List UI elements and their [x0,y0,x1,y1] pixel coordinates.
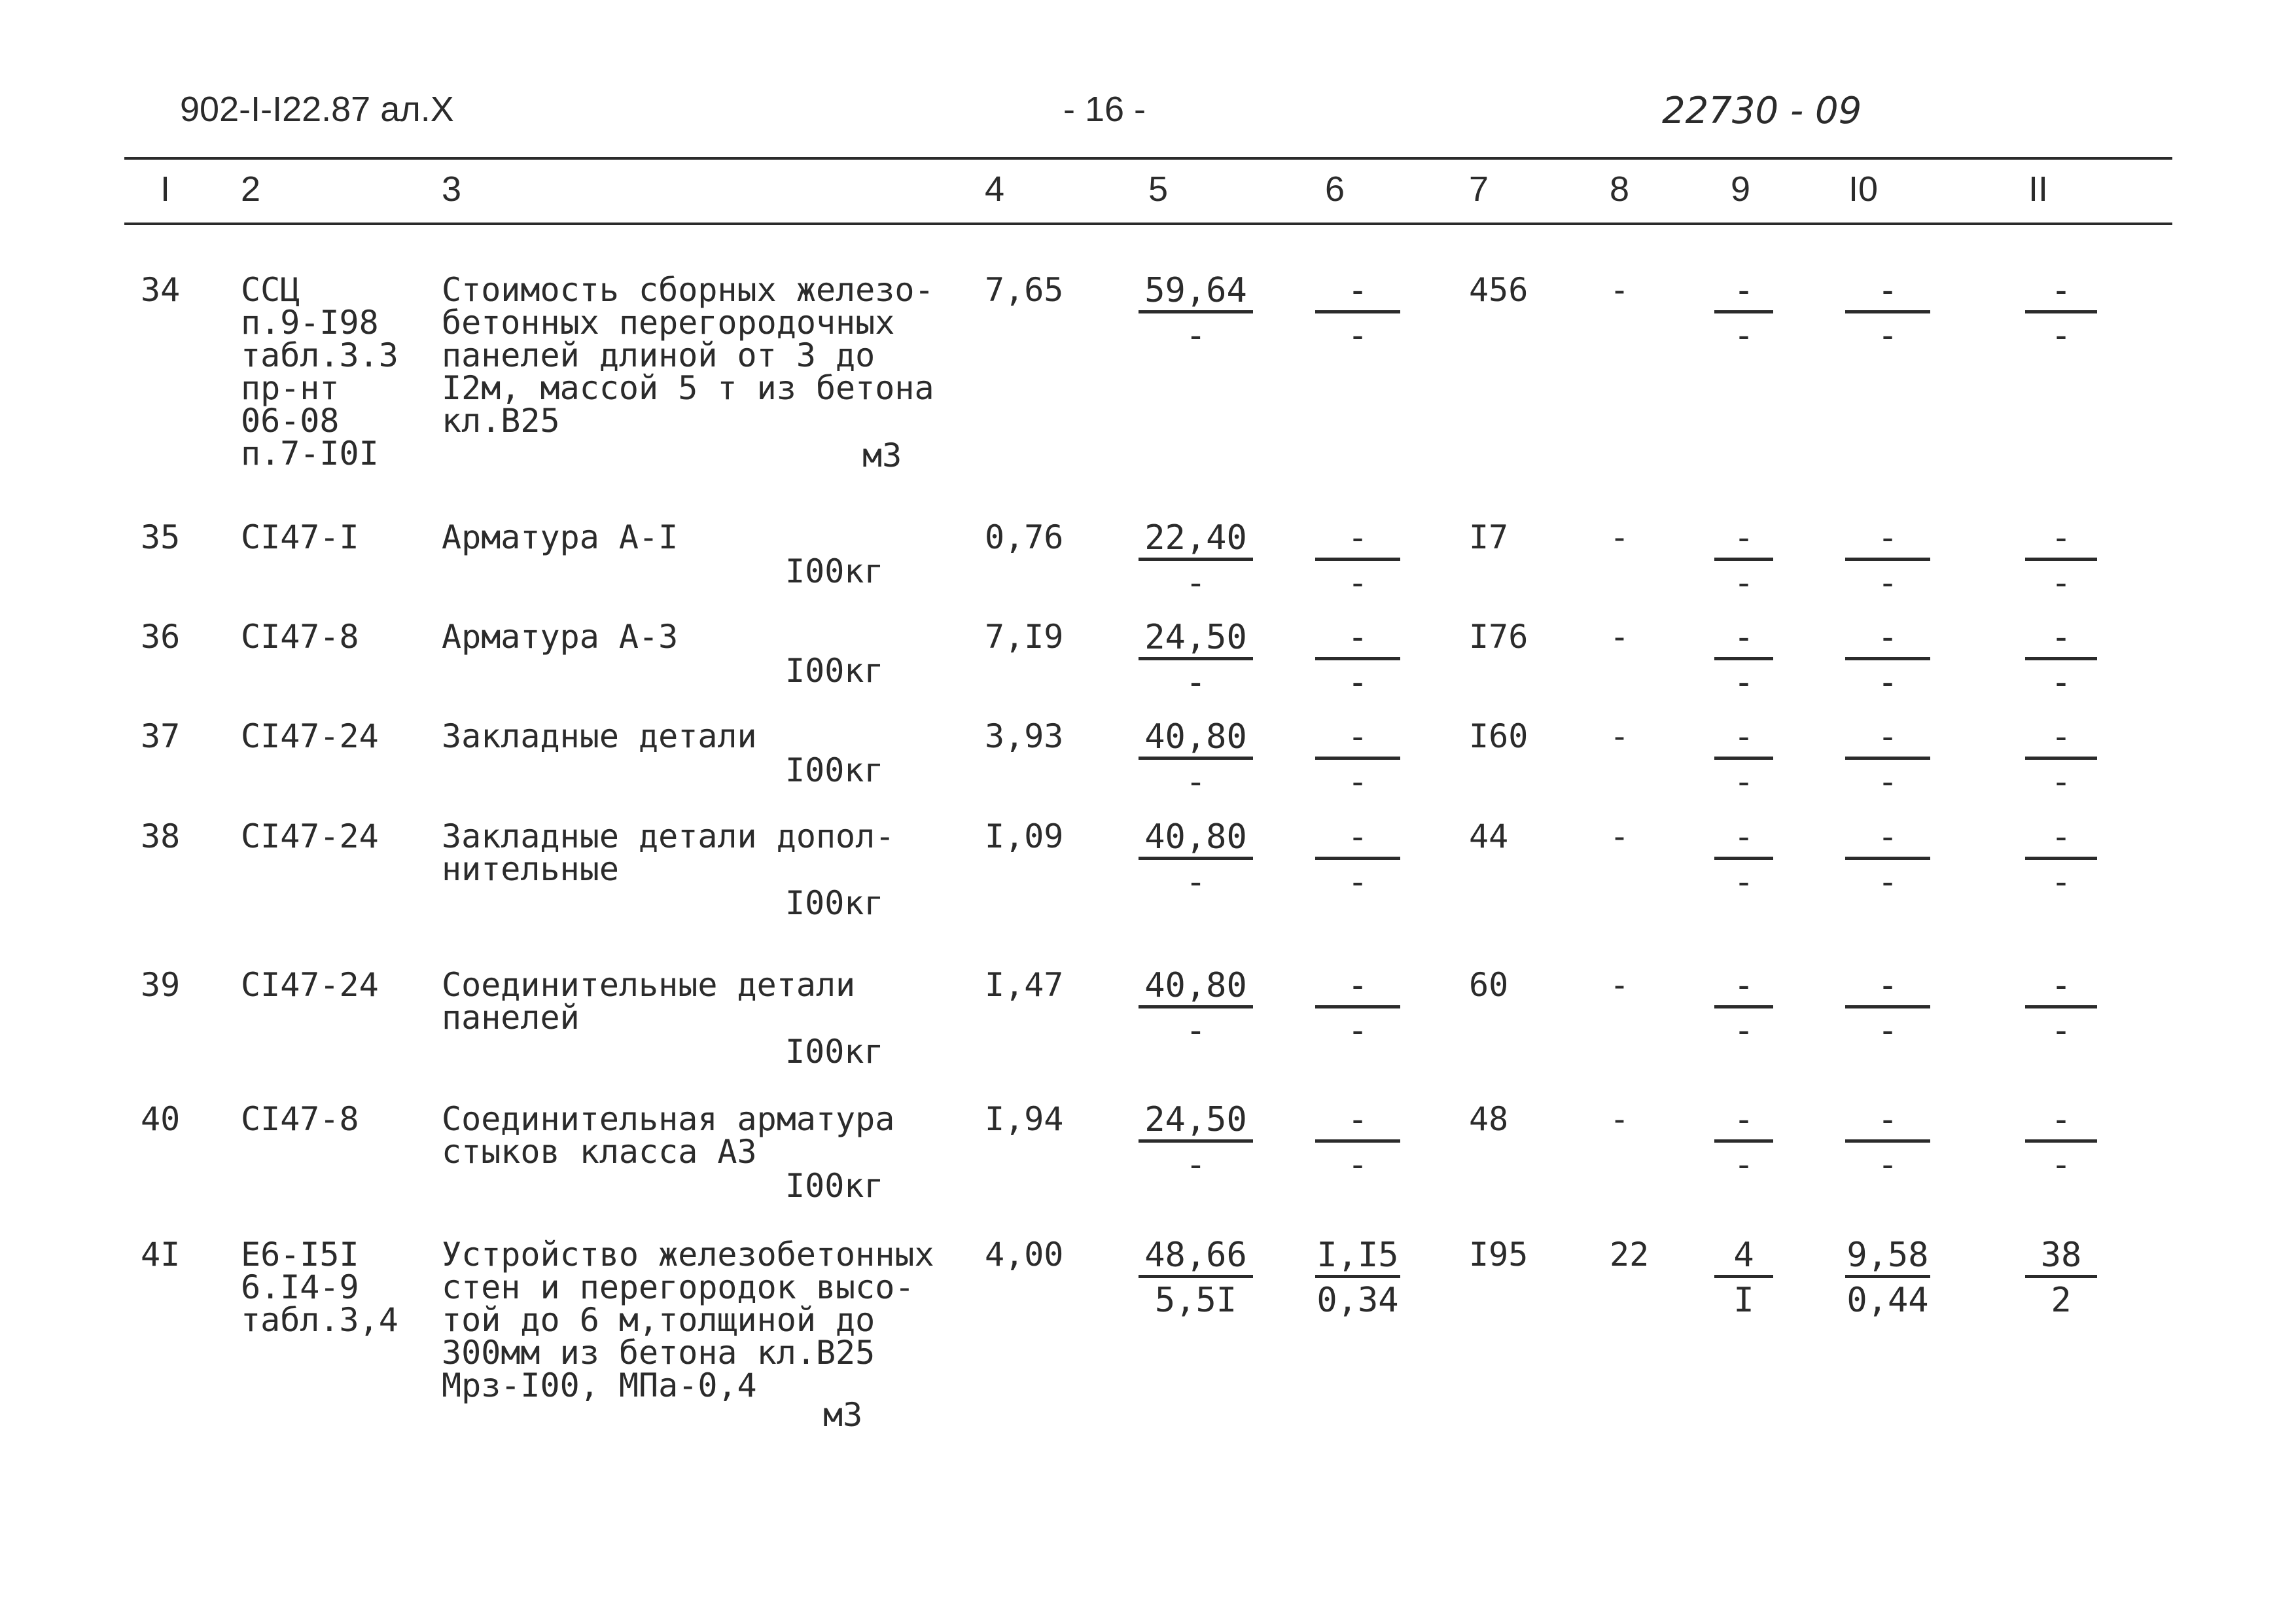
fraction-cell-c5 [1139,1100,1253,1185]
fraction-cell-c11 [2025,1236,2097,1320]
fraction-numerator: 4 [1714,1238,1773,1278]
fraction-denominator: - [1733,1145,1754,1185]
fraction-cell-c11 [2025,620,2097,700]
fraction-denominator: - [1185,1145,1207,1185]
work-description [442,817,952,888]
fraction-denominator: - [1185,762,1207,802]
norm-code-line: ССЦ [241,271,300,309]
fraction-cell-c6 [1315,966,1400,1050]
norm-code-line: п.9-I98 [241,304,379,342]
norm-code-line: CI47-8 [241,1100,359,1138]
fraction-denominator: - [1185,316,1207,355]
fraction-numerator: 40,80 [1139,969,1253,1008]
column-8-value: - [1610,271,1630,309]
fraction-denominator: - [1347,563,1368,603]
fraction-cell-c5 [1139,717,1253,802]
fraction-denominator: - [2051,1011,2072,1050]
quantity: I,94 [985,1100,1064,1138]
fraction-denominator: - [1347,762,1368,802]
fraction-denominator: - [1877,863,1898,902]
fraction-numerator: 40,80 [1139,820,1253,860]
order-number: 22730 - 09 [1662,90,1862,132]
column-8-value: - [1610,717,1630,755]
unit-of-measure: I00кг [785,552,884,590]
fraction-denominator: - [1877,316,1898,355]
norm-code-line: 6.I4-9 [241,1268,359,1306]
fraction-denominator: - [1347,663,1368,702]
norm-code-line: Е6-I5I [241,1236,359,1274]
column-number: 6 [1325,169,1345,209]
column-number: 2 [241,169,261,209]
norm-code-line: CI47-24 [241,817,379,855]
column-number: 3 [442,169,462,209]
fraction-numerator: - [1845,820,1930,860]
description-line: бетонных перегородочных [442,304,895,342]
fraction-cell-c5 [1139,817,1253,902]
fraction-cell-c11 [2025,518,2097,603]
fraction-numerator: - [1315,521,1400,561]
column-number: 4 [985,169,1005,209]
fraction-cell-c10 [1845,620,1930,700]
row-number: 35 [141,518,181,556]
norm-code-line: пр-нт [241,369,340,407]
fraction-numerator: - [2025,521,2097,561]
norm-code-line: CI47-24 [241,717,379,755]
unit-of-measure: м3 [823,1396,863,1434]
unit-of-measure: I00кг [785,751,884,789]
fraction-cell-c11 [2025,1100,2097,1185]
column-8-value: - [1610,618,1630,656]
column-number: 5 [1148,169,1169,209]
fraction-denominator: I [1733,1281,1754,1320]
row-number: 39 [141,966,181,1004]
quantity: 4,00 [985,1236,1064,1274]
fraction-cell-c6 [1315,271,1400,355]
description-line: Закладные детали допол- [442,817,895,855]
fraction-cell-c10 [1845,717,1930,802]
fraction-numerator: 40,80 [1139,720,1253,760]
fraction-denominator: - [1877,663,1898,702]
row-number: 34 [141,271,181,309]
column-8-value: - [1610,817,1630,855]
unit-of-measure: I00кг [785,1033,884,1071]
fraction-numerator: - [1315,969,1400,1008]
description-line: I2м, массой 5 т из бетона [442,369,934,407]
column-8-value: 22 [1610,1236,1650,1274]
fraction-numerator: - [1714,969,1773,1008]
fraction-cell-c5 [1139,518,1253,603]
fraction-denominator: - [1347,316,1368,355]
row-number: 40 [141,1100,181,1138]
description-line: Арматура А-3 [442,618,679,656]
fraction-cell-c10 [1845,271,1930,355]
quantity: 3,93 [985,717,1064,755]
fraction-denominator: - [1347,1011,1368,1050]
fraction-numerator: - [1714,274,1773,313]
document-code: 902-I-I22.87 ал.Х [180,90,454,129]
description-line: Устройство железобетонных [442,1236,934,1274]
norm-code-line: CI47-8 [241,618,359,656]
fraction-numerator: - [1845,620,1930,660]
fraction-numerator: 24,50 [1139,1103,1253,1143]
fraction-denominator: - [1733,316,1754,355]
fraction-cell-c6 [1315,620,1400,700]
fraction-denominator: - [1877,1011,1898,1050]
work-description [442,1238,952,1402]
fraction-numerator: - [1845,521,1930,561]
fraction-cell-c9 [1714,1236,1773,1320]
fraction-numerator: - [1315,620,1400,660]
fraction-cell-c10 [1845,1236,1930,1320]
description-line: той до 6 м,толщиной до [442,1301,875,1339]
description-line: кл.В25 [442,402,560,440]
work-description [442,271,952,440]
norm-code-line: 06-08 [241,402,340,440]
fraction-cell-c6 [1315,1236,1400,1320]
fraction-denominator: - [2051,563,2072,603]
fraction-denominator: - [1877,563,1898,603]
page-number: - 16 - [1063,90,1146,129]
fraction-numerator: - [2025,969,2097,1008]
column-number: II [2028,169,2049,209]
fraction-numerator: 59,64 [1139,274,1253,313]
column-number: 9 [1731,169,1751,209]
fraction-numerator: - [2025,720,2097,760]
description-line: панелей длиной от 3 до [442,336,875,374]
unit-of-measure: I00кг [785,884,884,922]
fraction-denominator: - [1733,762,1754,802]
description-line: панелей [442,999,580,1037]
fraction-denominator: - [2051,316,2072,355]
unit-of-measure: м3 [862,437,902,474]
fraction-numerator: - [1315,720,1400,760]
fraction-denominator: 5,5I [1154,1281,1237,1320]
description-line: Соединительная арматура [442,1100,895,1138]
norm-code-line: CI47-24 [241,966,379,1004]
description-line: 300мм из бетона кл.В25 [442,1334,875,1372]
fraction-denominator: - [1733,1011,1754,1050]
column-number: I [160,169,171,209]
column-7-value: 44 [1469,817,1509,855]
column-7-value: I7 [1469,518,1509,556]
fraction-denominator: - [2051,863,2072,902]
row-number: 36 [141,618,181,656]
row-number: 4I [141,1236,181,1274]
fraction-denominator: - [1185,1011,1207,1050]
work-description [442,518,952,556]
description-line: Стоимость сборных железо- [442,271,934,309]
fraction-cell-c6 [1315,817,1400,902]
fraction-cell-c11 [2025,271,2097,355]
description-line: Мрз-I00, МПа-0,4 [442,1366,757,1404]
fraction-numerator: - [1315,274,1400,313]
quantity: I,47 [985,966,1064,1004]
fraction-cell-c9 [1714,518,1773,603]
fraction-denominator: - [2051,762,2072,802]
column-8-value: - [1610,1100,1630,1138]
fraction-cell-c9 [1714,966,1773,1050]
fraction-numerator: - [1714,1103,1773,1143]
fraction-numerator: 48,66 [1139,1238,1253,1278]
fraction-cell-c11 [2025,966,2097,1050]
unit-of-measure: I00кг [785,1167,884,1205]
fraction-numerator: - [1315,1103,1400,1143]
column-7-value: 60 [1469,966,1509,1004]
fraction-denominator: - [1733,663,1754,702]
description-line: Соединительные детали [442,966,856,1004]
fraction-numerator: - [1714,720,1773,760]
fraction-cell-c11 [2025,717,2097,802]
fraction-cell-c9 [1714,1100,1773,1185]
fraction-numerator: - [2025,1103,2097,1143]
description-line: Закладные детали [442,717,757,755]
fraction-denominator: 0,44 [1846,1281,1929,1320]
fraction-cell-c10 [1845,966,1930,1050]
fraction-numerator: 22,40 [1139,521,1253,561]
work-description [442,717,952,755]
fraction-cell-c5 [1139,271,1253,355]
fraction-denominator: - [1185,663,1207,702]
column-7-value: I95 [1469,1236,1528,1274]
description-line: нительные [442,850,619,888]
description-line: стен и перегородок высо- [442,1268,915,1306]
column-7-value: 48 [1469,1100,1509,1138]
fraction-numerator: - [1714,820,1773,860]
column-7-value: I76 [1469,618,1528,656]
fraction-numerator: - [1845,969,1930,1008]
fraction-denominator: - [2051,663,2072,702]
fraction-numerator: 9,58 [1845,1238,1930,1278]
column-number: I0 [1848,169,1879,209]
fraction-numerator: - [1845,720,1930,760]
column-number: 7 [1469,169,1489,209]
fraction-cell-c9 [1714,717,1773,802]
header-top-rule [124,157,2172,160]
fraction-cell-c9 [1714,817,1773,902]
fraction-denominator: 2 [2051,1281,2072,1320]
fraction-numerator: - [1845,1103,1930,1143]
fraction-cell-c6 [1315,518,1400,603]
fraction-denominator: - [1347,863,1368,902]
fraction-cell-c10 [1845,1100,1930,1185]
work-description [442,618,952,656]
fraction-denominator: 0,34 [1316,1281,1399,1320]
row-number: 38 [141,817,181,855]
fraction-denominator: - [1877,1145,1898,1185]
fraction-denominator: - [1185,863,1207,902]
fraction-cell-c11 [2025,817,2097,902]
work-description [442,966,952,1037]
fraction-numerator: - [2025,620,2097,660]
fraction-numerator: - [2025,820,2097,860]
description-line: стыков класса А3 [442,1133,757,1171]
quantity: 7,I9 [985,618,1064,656]
column-number: 8 [1610,169,1630,209]
norm-code-line: табл.3,4 [241,1301,398,1339]
column-8-value: - [1610,966,1630,1004]
header-bottom-rule [124,223,2172,225]
fraction-cell-c9 [1714,271,1773,355]
fraction-cell-c10 [1845,817,1930,902]
fraction-numerator: 38 [2025,1238,2097,1278]
fraction-numerator: 24,50 [1139,620,1253,660]
column-7-value: I60 [1469,717,1528,755]
fraction-numerator: - [1845,274,1930,313]
fraction-numerator: - [1315,820,1400,860]
norm-code-line: CI47-I [241,518,359,556]
quantity: 7,65 [985,271,1064,309]
fraction-denominator: - [1877,762,1898,802]
norm-code-line: табл.3.3 [241,336,398,374]
fraction-numerator: I,I5 [1315,1238,1400,1278]
quantity: I,09 [985,817,1064,855]
norm-code-line: п.7-I0I [241,435,379,473]
fraction-denominator: - [2051,1145,2072,1185]
fraction-numerator: - [2025,274,2097,313]
fraction-denominator: - [1185,563,1207,603]
row-number: 37 [141,717,181,755]
fraction-cell-c10 [1845,518,1930,603]
unit-of-measure: I00кг [785,652,884,690]
column-7-value: 456 [1469,271,1528,309]
work-description [442,1100,952,1171]
fraction-denominator: - [1733,863,1754,902]
column-8-value: - [1610,518,1630,556]
fraction-cell-c6 [1315,1100,1400,1185]
fraction-cell-c9 [1714,620,1773,700]
description-line: Арматура А-I [442,518,679,556]
fraction-numerator: - [1714,521,1773,561]
fraction-cell-c5 [1139,966,1253,1050]
fraction-numerator: - [1714,620,1773,660]
fraction-denominator: - [1347,1145,1368,1185]
fraction-cell-c5 [1139,620,1253,700]
fraction-cell-c6 [1315,717,1400,802]
fraction-cell-c5 [1139,1236,1253,1320]
fraction-denominator: - [1733,563,1754,603]
quantity: 0,76 [985,518,1064,556]
